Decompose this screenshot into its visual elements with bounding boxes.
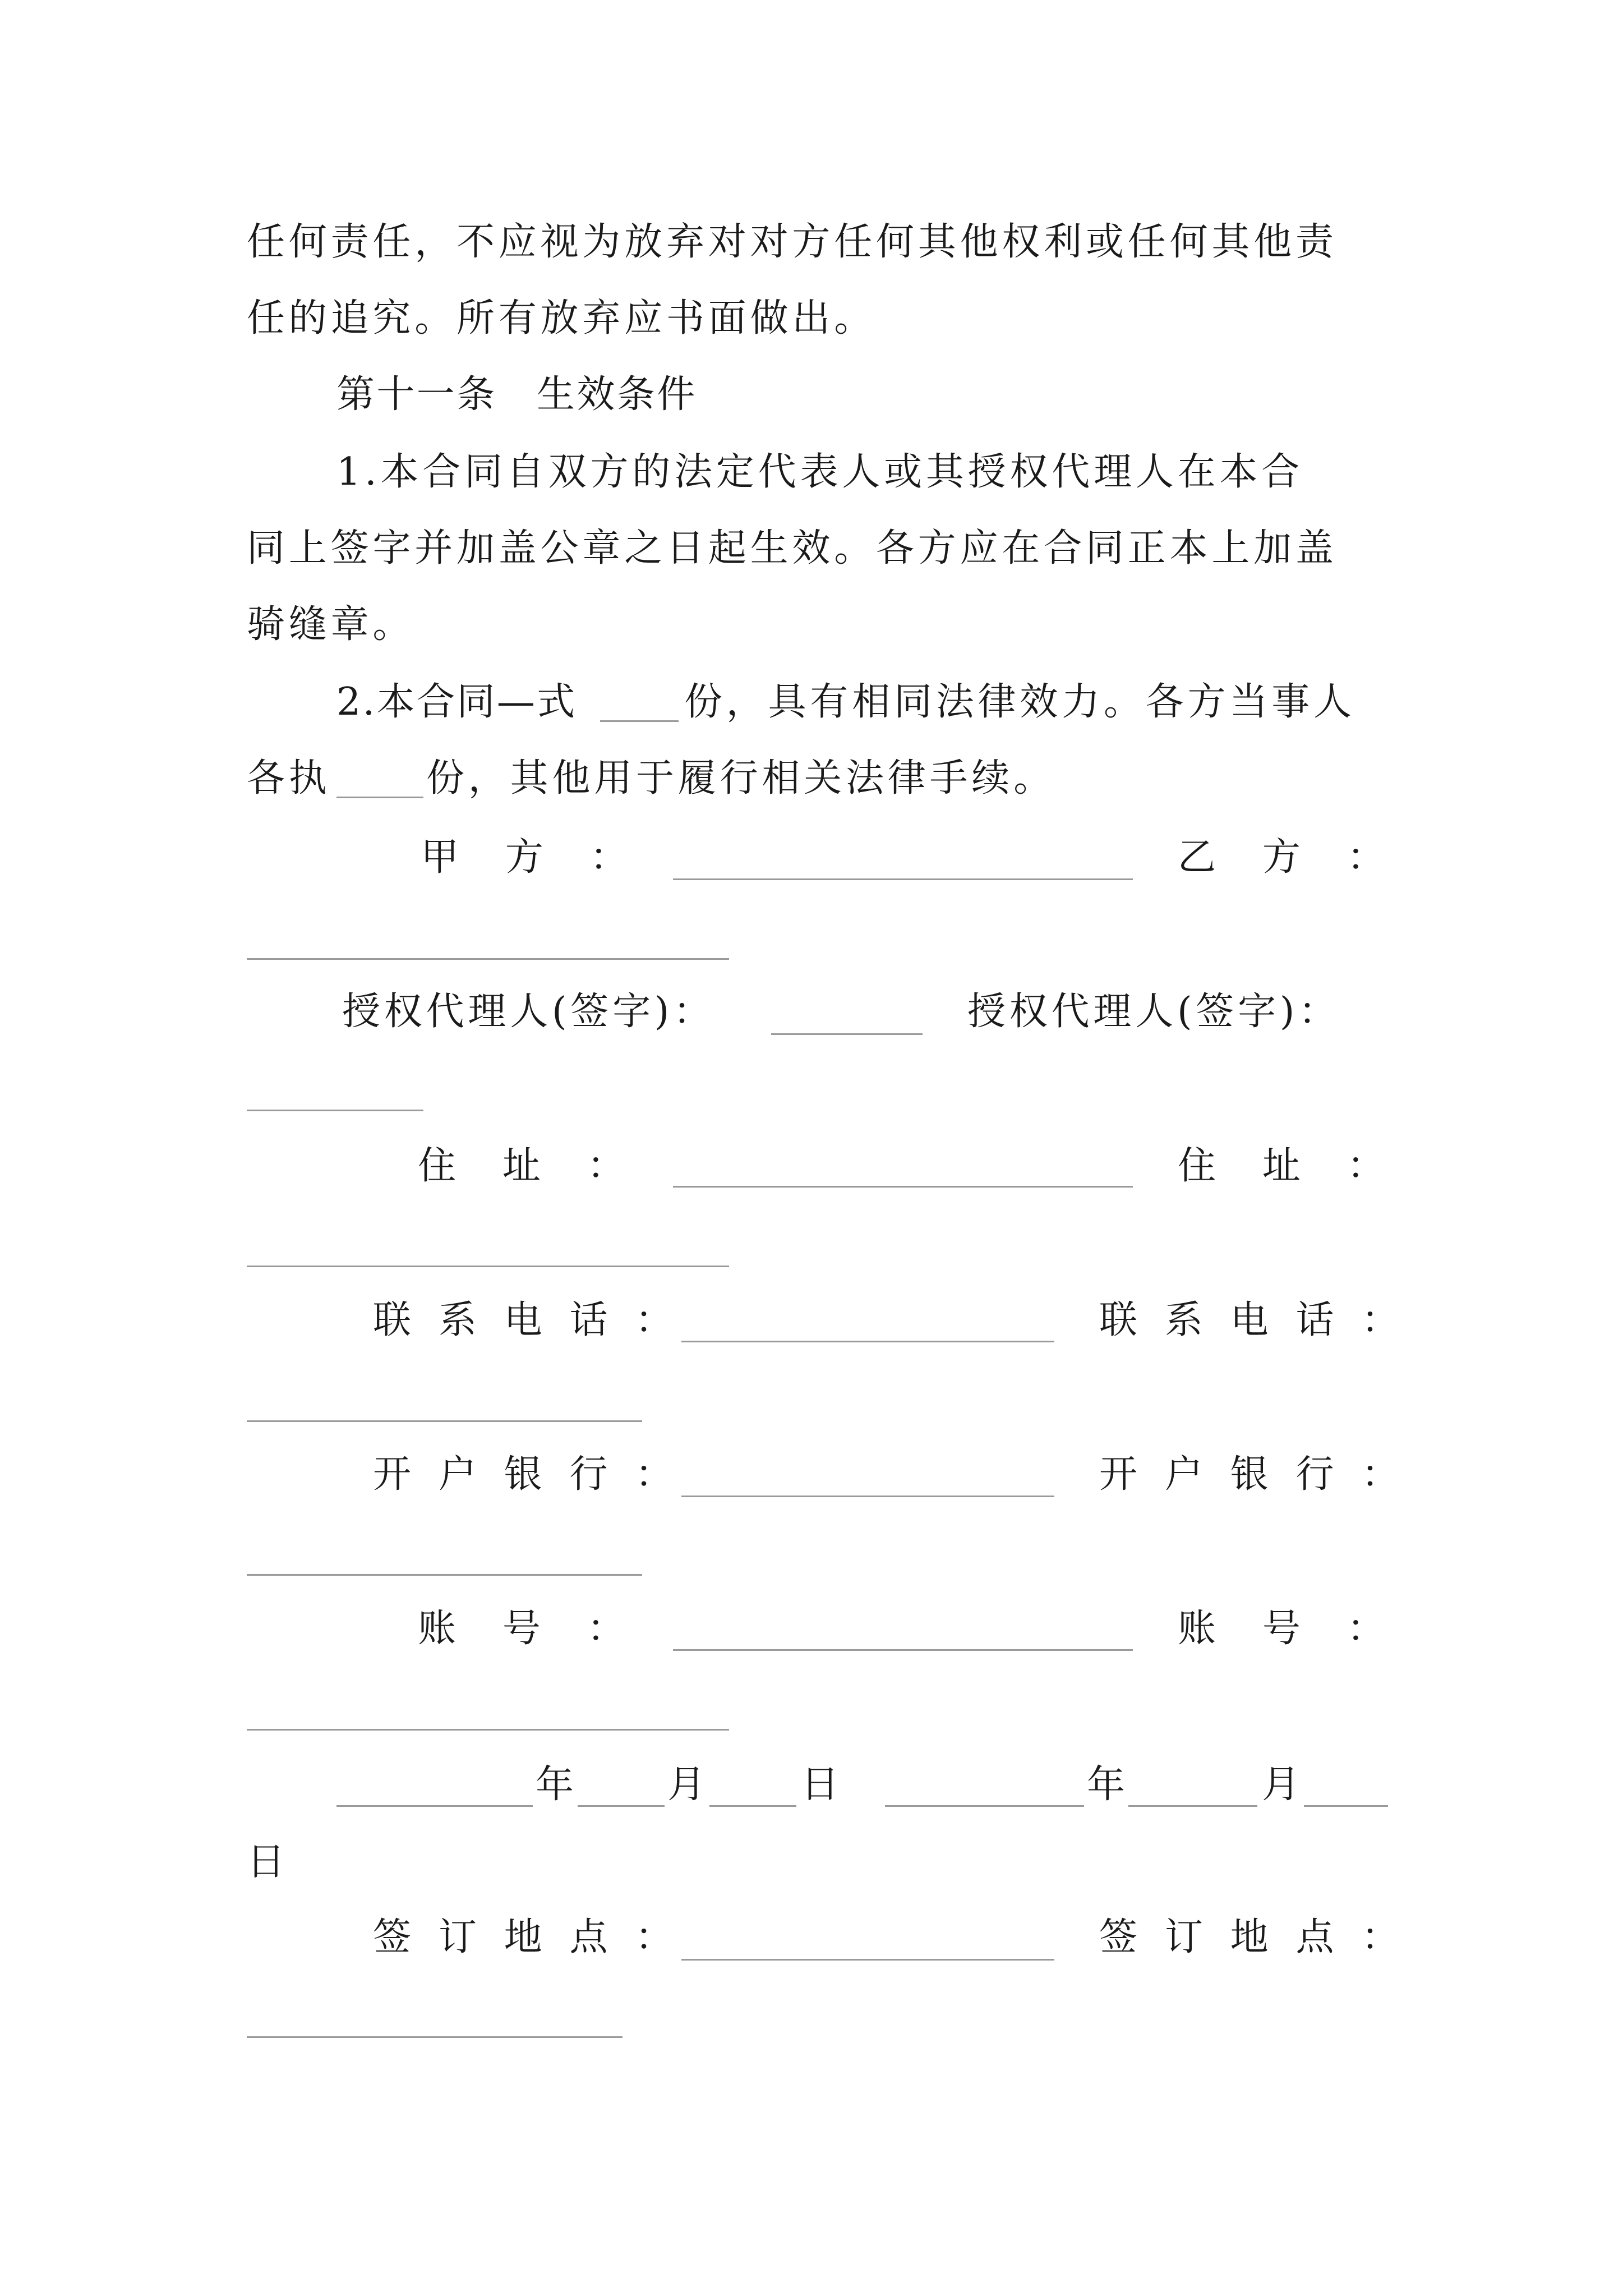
phone-label-a: 联 系 电 话 ： [373,1298,681,1342]
bank-label-b: 开 户 银 行 ： [1099,1452,1407,1497]
paragraph-segment: 2.本合同—式 [336,680,577,724]
party-a-line [673,878,1133,880]
address-line-b [247,1266,729,1267]
clause-heading: 第十一条 生效条件 [336,372,697,417]
paragraph-line: 骑缝章。 [247,602,415,647]
agent-label-a: 授权代理人(签字)： [342,990,716,1034]
bank-label-a: 开 户 银 行 ： [373,1452,681,1497]
account-label-b: 账 号 ： [1178,1607,1403,1651]
paragraph-segment: 份，其他用于履行相关法律手续。 [426,756,1056,800]
place-line-b [247,2036,623,2038]
bank-line-a [681,1496,1054,1497]
paragraph-segment: 份，具有相同法律效力。各方当事人 [684,680,1355,724]
month-label-a: 月 [667,1763,706,1807]
account-line-a [673,1649,1133,1651]
place-line-a [681,1959,1054,1961]
month-line-b [1128,1805,1257,1807]
address-line-a [673,1186,1133,1188]
phone-label-b: 联 系 电 话 ： [1099,1298,1407,1342]
month-label-b: 月 [1262,1763,1301,1807]
address-label-b: 住 址 ： [1178,1144,1403,1188]
phone-line-b [247,1420,642,1422]
party-b-label: 乙 方 ： [1178,835,1403,880]
year-line-a [336,1805,533,1807]
phone-line-a [681,1341,1054,1342]
paragraph-segment: 各执 [247,756,331,800]
paragraph-line: 1.本合同自双方的法定代表人或其授权代理人在本合 [336,450,1304,494]
year-label-b: 年 [1087,1763,1126,1807]
month-line-a [578,1805,665,1807]
account-label-a: 账 号 ： [418,1607,643,1651]
address-label-a: 住 址 ： [418,1144,643,1188]
bank-line-b [247,1574,642,1576]
agent-line-a [771,1033,923,1035]
day-label-a: 日 [801,1763,840,1807]
blank-line [600,720,679,722]
day-label-b: 日 [247,1840,285,1884]
party-b-line [247,958,729,960]
place-label-a: 签 订 地 点 ： [373,1915,681,1959]
paragraph-line: 任的追究。所有放弃应书面做出。 [247,296,877,341]
year-label-a: 年 [536,1763,574,1807]
place-label-b: 签 订 地 点 ： [1099,1915,1407,1959]
agent-line-b [247,1110,423,1111]
day-line-a [709,1805,796,1807]
blank-line [336,797,423,798]
agent-label-b: 授权代理人(签字)： [967,990,1341,1034]
paragraph-line: 同上签字并加盖公章之日起生效。各方应在合同正本上加盖 [247,526,1338,570]
account-line-b [247,1729,729,1731]
paragraph-line: 任何责任，不应视为放弃对对方任何其他权利或任何其他责 [247,220,1338,264]
party-a-label: 甲 方 ： [421,835,645,880]
day-line-b [1304,1805,1388,1807]
year-line-b [885,1805,1084,1807]
